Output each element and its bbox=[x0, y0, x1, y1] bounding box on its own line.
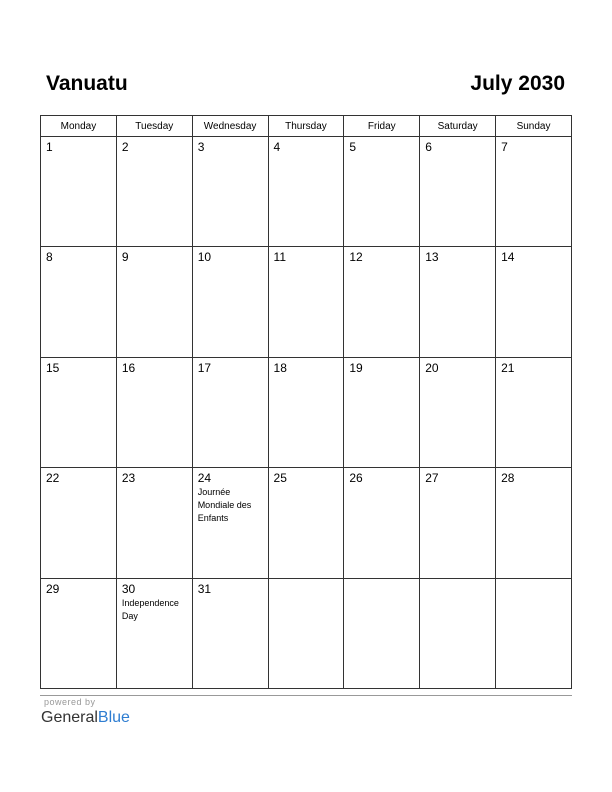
day-cell bbox=[344, 468, 420, 578]
day-number: 14 bbox=[501, 250, 515, 265]
day-cell bbox=[192, 468, 268, 578]
day-cell bbox=[192, 578, 268, 688]
day-cell bbox=[420, 247, 496, 357]
day-cell bbox=[344, 578, 420, 688]
day-number: 4 bbox=[273, 140, 281, 154]
country-title: Vanuatu bbox=[46, 72, 128, 95]
day-number: 3 bbox=[197, 140, 205, 154]
logo-text-blue: Blue bbox=[97, 709, 130, 726]
day-cell bbox=[420, 468, 496, 578]
day-cell bbox=[41, 137, 117, 247]
day-number: 25 bbox=[273, 471, 287, 486]
day-number: 1 bbox=[46, 140, 53, 154]
day-cell bbox=[192, 137, 268, 247]
day-number: 7 bbox=[501, 140, 508, 154]
day-number: 6 bbox=[425, 140, 432, 154]
day-number: 17 bbox=[197, 360, 212, 375]
holiday-label: Journée Mondiale des Enfants bbox=[197, 487, 252, 524]
day-number: 21 bbox=[501, 360, 515, 375]
day-number: 28 bbox=[501, 471, 515, 486]
day-cell bbox=[496, 137, 572, 247]
day-number: 26 bbox=[349, 471, 363, 486]
powered-by-label: powered by bbox=[44, 697, 96, 707]
day-cell bbox=[41, 578, 117, 688]
month-year-title: July 2030 bbox=[470, 72, 565, 95]
day-cell bbox=[116, 137, 192, 247]
day-cell bbox=[268, 578, 344, 688]
calendar-grid bbox=[40, 115, 572, 689]
week-row bbox=[41, 247, 572, 357]
day-cell bbox=[192, 357, 268, 467]
day-number: 20 bbox=[425, 360, 439, 375]
day-cell bbox=[420, 578, 496, 688]
day-cell bbox=[268, 357, 344, 467]
day-cell bbox=[116, 468, 192, 578]
footer-divider bbox=[40, 695, 572, 696]
day-number: 13 bbox=[425, 250, 439, 265]
weekday-header: Friday bbox=[344, 116, 420, 137]
day-number: 22 bbox=[46, 471, 60, 486]
day-cell bbox=[420, 137, 496, 247]
day-cell bbox=[344, 247, 420, 357]
week-row bbox=[41, 137, 572, 247]
day-cell bbox=[344, 357, 420, 467]
day-number: 24 bbox=[197, 471, 212, 486]
day-cell bbox=[116, 247, 192, 357]
weekday-header: Monday bbox=[41, 116, 117, 137]
day-number: 5 bbox=[349, 140, 357, 154]
week-row bbox=[41, 468, 572, 578]
day-cell bbox=[41, 247, 117, 357]
weekday-header: Tuesday bbox=[116, 116, 192, 137]
day-number: 11 bbox=[273, 250, 286, 265]
day-cell bbox=[268, 247, 344, 357]
day-number: 2 bbox=[121, 140, 129, 154]
day-number: 9 bbox=[121, 250, 129, 265]
weekday-header-row bbox=[41, 116, 572, 137]
day-cell bbox=[344, 137, 420, 247]
day-number: 10 bbox=[197, 250, 212, 265]
week-row bbox=[41, 578, 572, 688]
logo-text-general: General bbox=[41, 709, 98, 726]
day-cell bbox=[420, 357, 496, 467]
day-cell bbox=[192, 247, 268, 357]
day-cell bbox=[116, 578, 192, 688]
weekday-header: Thursday bbox=[268, 116, 344, 137]
day-cell bbox=[496, 468, 572, 578]
day-number: 16 bbox=[121, 360, 136, 375]
day-cell bbox=[268, 468, 344, 578]
day-cell bbox=[496, 357, 572, 467]
day-number: 23 bbox=[121, 471, 136, 486]
weekday-header: Saturday bbox=[420, 116, 496, 137]
day-cell bbox=[268, 137, 344, 247]
day-cell bbox=[496, 247, 572, 357]
weekday-header: Sunday bbox=[496, 116, 572, 137]
day-number: 19 bbox=[349, 360, 363, 375]
day-cell bbox=[41, 357, 117, 467]
day-number: 18 bbox=[273, 360, 287, 375]
day-number: 12 bbox=[349, 250, 363, 265]
day-number: 31 bbox=[197, 581, 212, 596]
day-number: 8 bbox=[46, 250, 53, 265]
day-cell bbox=[41, 468, 117, 578]
weekday-header: Wednesday bbox=[192, 116, 268, 137]
day-number: 27 bbox=[425, 471, 439, 486]
holiday-label: Independence Day bbox=[121, 597, 179, 621]
day-cell bbox=[496, 578, 572, 688]
generalblue-logo[interactable] bbox=[41, 709, 130, 727]
day-number: 30 bbox=[121, 581, 136, 596]
day-number: 29 bbox=[46, 581, 60, 596]
week-row bbox=[41, 357, 572, 467]
day-number: 15 bbox=[46, 360, 60, 375]
day-cell bbox=[116, 357, 192, 467]
